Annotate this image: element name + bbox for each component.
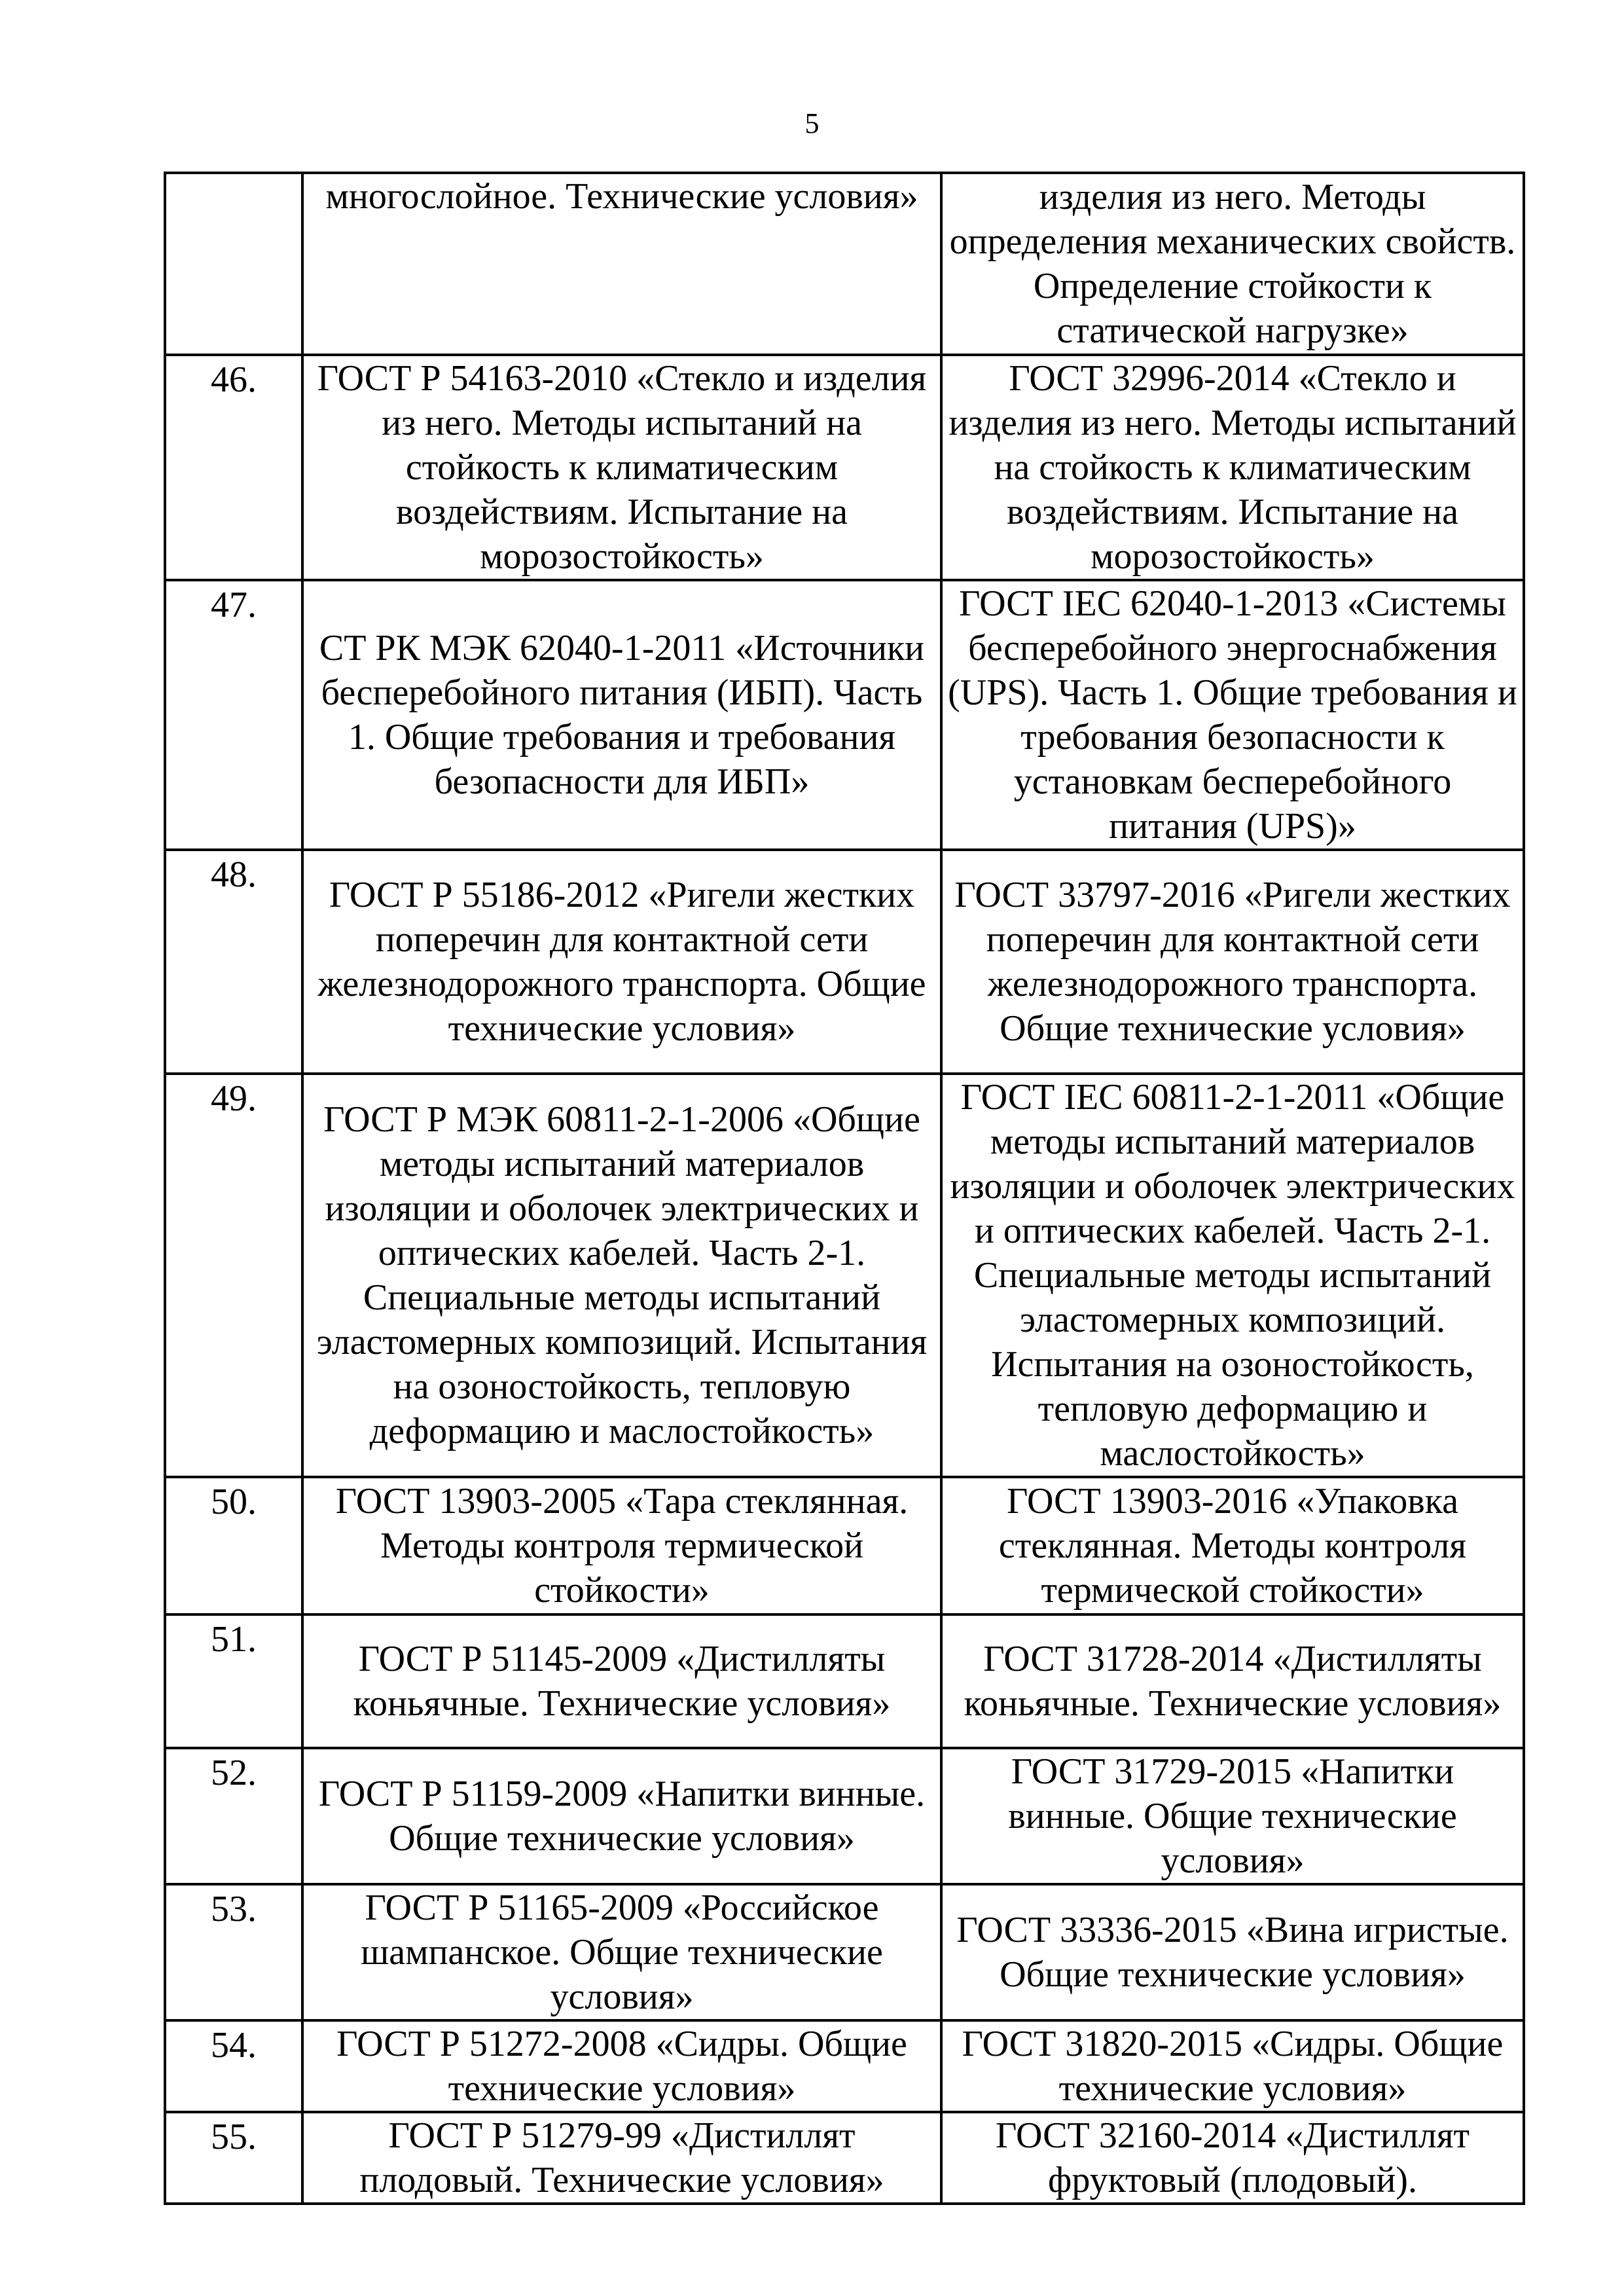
old-standard: ГОСТ Р 51279-99 «Дистиллят плодовый. Технические условия» xyxy=(302,2112,941,2204)
table-row xyxy=(165,2112,1524,2204)
new-standard: ГОСТ IEC 60811-2-1-2011 «Общие методы испытаний материалов изоляции и оболочек электрических и оптических кабелей. Часть 2-1. Специальные методы испытаний эластомерных композиций. Испытания на озоностойкость, тепловую деформацию и маслостойкость» xyxy=(941,1074,1524,1477)
page-number: 5 xyxy=(804,107,820,139)
standards-table xyxy=(164,172,1525,2205)
old-standard: ГОСТ Р 51165-2009 «Российское шампанское. Общие технические условия» xyxy=(302,1884,941,2020)
new-standard: ГОСТ 31820-2015 «Сидры. Общие технические условия» xyxy=(941,2020,1524,2112)
table-row xyxy=(165,850,1524,1074)
table-row xyxy=(165,2020,1524,2112)
new-standard: ГОСТ 31729-2015 «Напитки винные. Общие технические условия» xyxy=(941,1748,1524,1884)
row-number: 46. xyxy=(165,355,302,580)
row-number: 53. xyxy=(165,1884,302,2020)
old-standard: ГОСТ Р 54163-2010 «Стекло и изделия из него. Методы испытаний на стойкость к климатическим воздействиям. Испытание на морозостойкость» xyxy=(302,355,941,580)
old-standard: ГОСТ 13903-2005 «Тара стеклянная. Методы контроля термической стойкости» xyxy=(302,1477,941,1614)
table-row xyxy=(165,1614,1524,1748)
old-standard: ГОСТ Р МЭК 60811-2-1-2006 «Общие методы испытаний материалов изоляции и оболочек электрических и оптических кабелей. Часть 2-1. Специальные методы испытаний эластомерных композиций. Испытания на озоностойкость, тепловую деформацию и маслостойкость» xyxy=(302,1074,941,1477)
table-row xyxy=(165,355,1524,580)
new-standard: ГОСТ 32996-2014 «Стекло и изделия из него. Методы испытаний на стойкость к климатическим воздействиям. Испытание на морозостойкость» xyxy=(941,355,1524,580)
table-row xyxy=(165,1074,1524,1477)
row-number xyxy=(165,173,302,355)
row-number: 51. xyxy=(165,1614,302,1748)
old-standard: ГОСТ Р 51272-2008 «Сидры. Общие технические условия» xyxy=(302,2020,941,2112)
row-number: 52. xyxy=(165,1748,302,1884)
row-number: 50. xyxy=(165,1477,302,1614)
row-number: 49. xyxy=(165,1074,302,1477)
new-standard: ГОСТ 33797-2016 «Ригели жестких поперечин для контактной сети железнодорожного транспорта. Общие технические условия» xyxy=(941,850,1524,1074)
new-standard: ГОСТ 13903-2016 «Упаковка стеклянная. Методы контроля термической стойкости» xyxy=(941,1477,1524,1614)
table-row xyxy=(165,1884,1524,2020)
new-standard: изделия из него. Методы определения механических свойств. Определение стойкости к статической нагрузке» xyxy=(941,173,1524,355)
new-standard: ГОСТ IEC 62040-1-2013 «Системы бесперебойного энергоснабжения (UPS). Часть 1. Общие требования и требования безопасности к установкам бесперебойного питания (UPS)» xyxy=(941,580,1524,850)
row-number: 48. xyxy=(165,850,302,1074)
old-standard: ГОСТ Р 51159-2009 «Напитки винные. Общие технические условия» xyxy=(302,1748,941,1884)
row-number: 47. xyxy=(165,580,302,850)
row-number: 55. xyxy=(165,2112,302,2204)
table-row xyxy=(165,1477,1524,1614)
old-standard: многослойное. Технические условия» xyxy=(302,173,941,355)
table-row xyxy=(165,580,1524,850)
new-standard: ГОСТ 32160-2014 «Дистиллят фруктовый (плодовый). xyxy=(941,2112,1524,2204)
row-number: 54. xyxy=(165,2020,302,2112)
old-standard: ГОСТ Р 51145-2009 «Дистилляты коньячные. Технические условия» xyxy=(302,1614,941,1748)
new-standard: ГОСТ 31728-2014 «Дистилляты коньячные. Технические условия» xyxy=(941,1614,1524,1748)
table-row xyxy=(165,173,1524,355)
old-standard: ГОСТ Р 55186-2012 «Ригели жестких поперечин для контактной сети железнодорожного транспорта. Общие технические условия» xyxy=(302,850,941,1074)
old-standard: СТ РК МЭК 62040-1-2011 «Источники бесперебойного питания (ИБП). Часть 1. Общие требования и требования безопасности для ИБП» xyxy=(302,580,941,850)
new-standard: ГОСТ 33336-2015 «Вина игристые. Общие технические условия» xyxy=(941,1884,1524,2020)
table-row xyxy=(165,1748,1524,1884)
